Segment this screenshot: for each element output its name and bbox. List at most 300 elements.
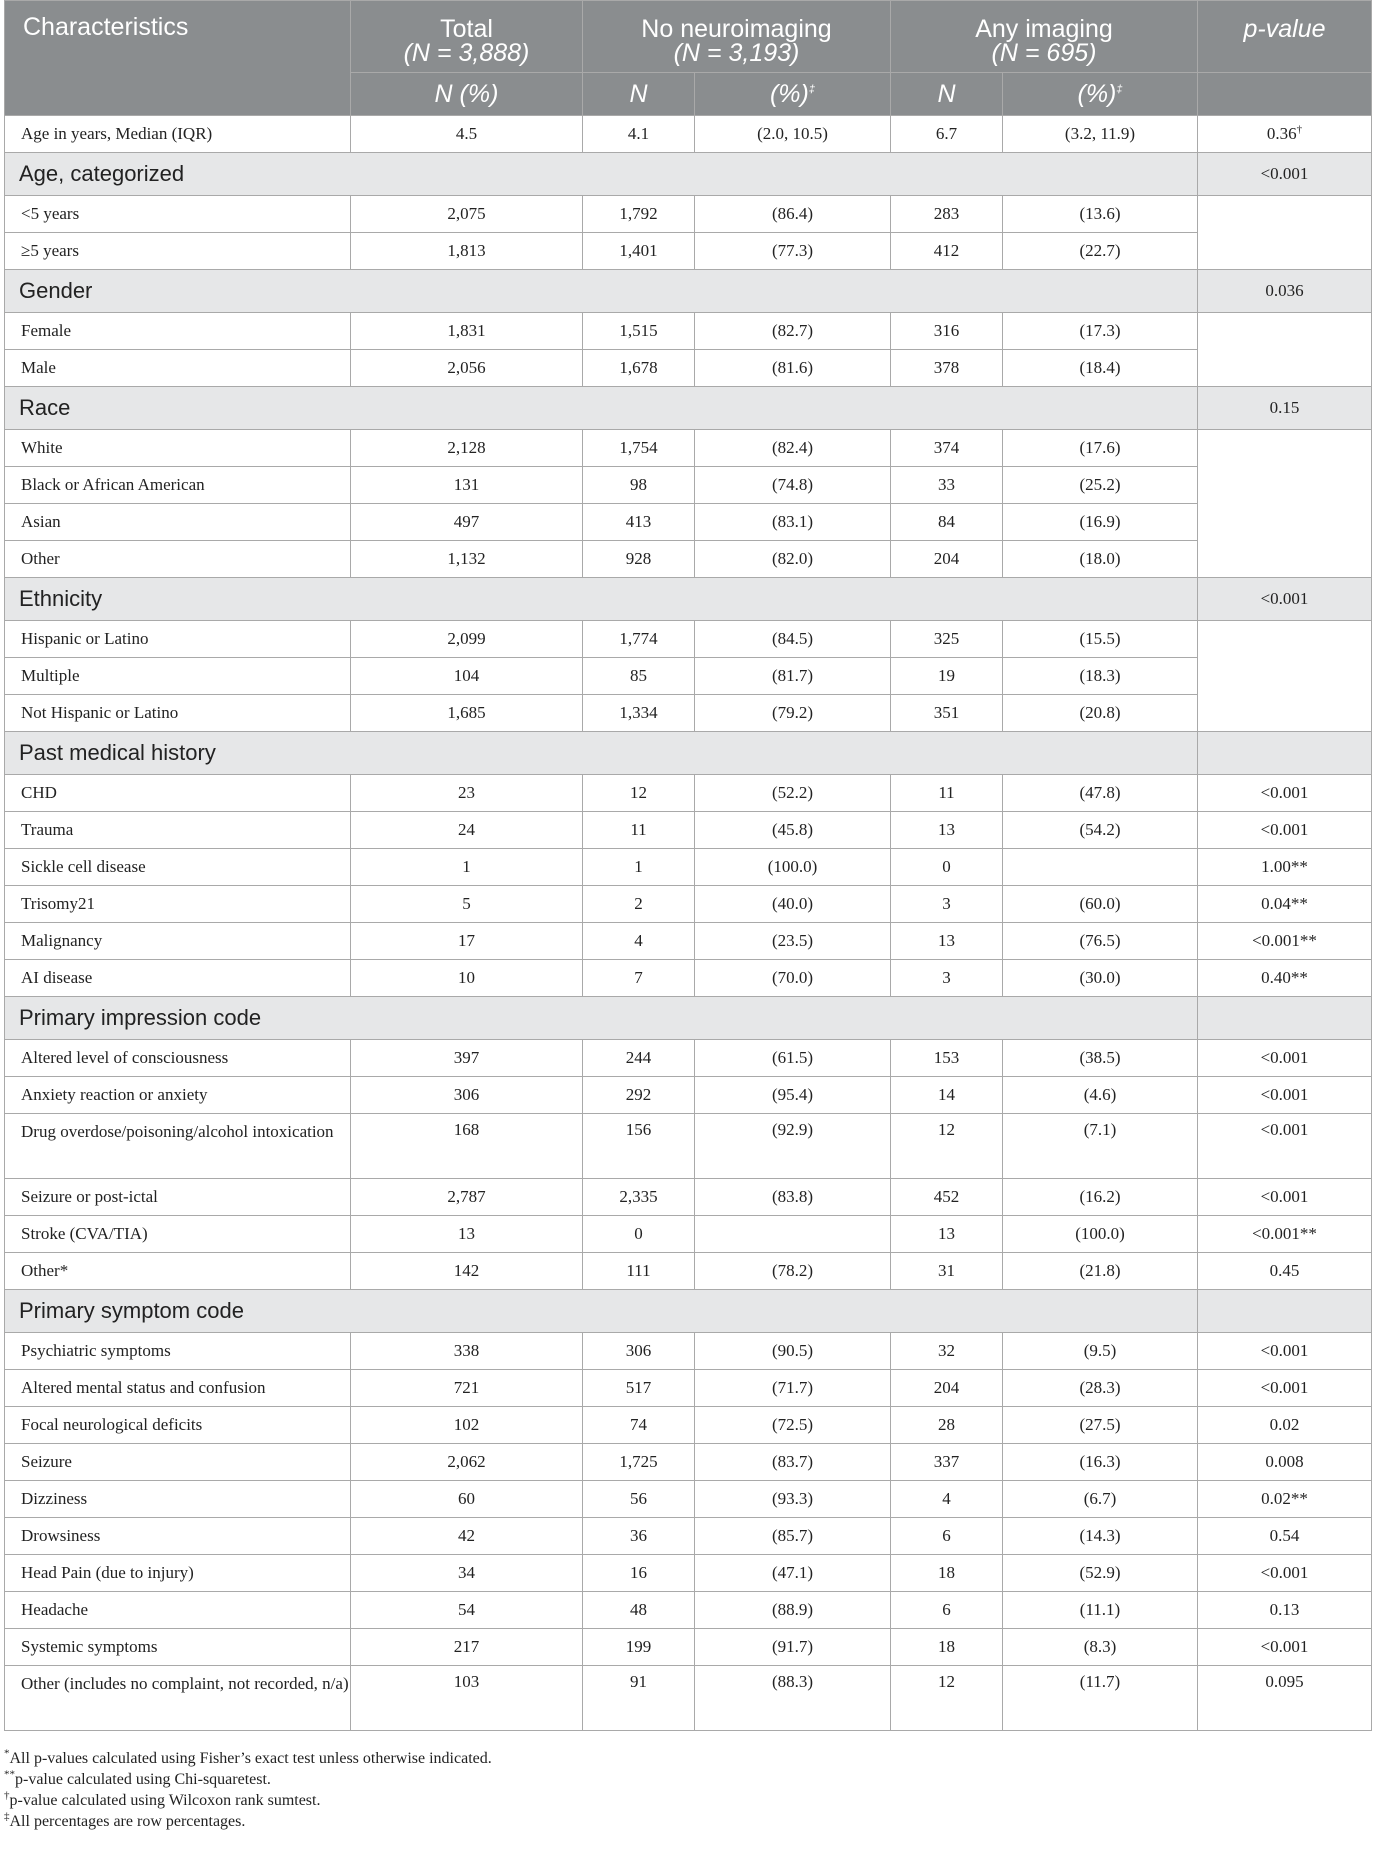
section-pvalue bbox=[1198, 1290, 1372, 1333]
header-no-neuroimaging bbox=[583, 1, 891, 73]
cell-label: Drug overdose/poisoning/alcohol intoxication bbox=[5, 1114, 351, 1179]
cell-total: 721 bbox=[351, 1370, 583, 1407]
cell-p2: (54.2) bbox=[1003, 812, 1198, 849]
footnote bbox=[4, 1748, 492, 1769]
cell-n1: 1,515 bbox=[583, 313, 695, 350]
cell-p2 bbox=[1003, 849, 1198, 886]
table-row bbox=[5, 812, 1372, 849]
table-row bbox=[5, 1114, 1372, 1179]
cell-n2: 19 bbox=[891, 658, 1003, 695]
cell-n2: 14 bbox=[891, 1077, 1003, 1114]
footnote-mark: † bbox=[4, 1789, 10, 1802]
header-no-neuroimaging-n: (N = 3,193) bbox=[673, 39, 800, 67]
table-row bbox=[5, 467, 1372, 504]
cell-total: 23 bbox=[351, 775, 583, 812]
cell-label: Asian bbox=[5, 504, 351, 541]
cell-n1: 85 bbox=[583, 658, 695, 695]
cell-total: 168 bbox=[351, 1114, 583, 1179]
table-row bbox=[5, 1333, 1372, 1370]
cell-pvalue: 0.095 bbox=[1198, 1666, 1372, 1731]
cell-label: Female bbox=[5, 313, 351, 350]
cell-n2: 351 bbox=[891, 695, 1003, 732]
cell-p2: (8.3) bbox=[1003, 1629, 1198, 1666]
table-row bbox=[5, 621, 1372, 658]
cell-n2: 18 bbox=[891, 1629, 1003, 1666]
cell-p1: (79.2) bbox=[695, 695, 891, 732]
cell-p2: (6.7) bbox=[1003, 1481, 1198, 1518]
section-title: Age, categorized bbox=[5, 153, 1198, 196]
cell-n2: 32 bbox=[891, 1333, 1003, 1370]
cell-n2: 3 bbox=[891, 960, 1003, 997]
section-title: Primary symptom code bbox=[5, 1290, 1198, 1333]
cell-n1: 91 bbox=[583, 1666, 695, 1731]
table-row bbox=[5, 504, 1372, 541]
cell-total: 2,787 bbox=[351, 1179, 583, 1216]
cell-label: Head Pain (due to injury) bbox=[5, 1555, 351, 1592]
cell-p2: (17.3) bbox=[1003, 313, 1198, 350]
cell-total: 338 bbox=[351, 1333, 583, 1370]
cell-p1: (85.7) bbox=[695, 1518, 891, 1555]
cell-total: 131 bbox=[351, 467, 583, 504]
cell-pvalue: <0.001 bbox=[1198, 1555, 1372, 1592]
cell-p1: (86.4) bbox=[695, 196, 891, 233]
cell-total: 497 bbox=[351, 504, 583, 541]
cell-pvalue: <0.001 bbox=[1198, 775, 1372, 812]
cell-pvalue-mark: † bbox=[1296, 123, 1303, 136]
cell-label: Other bbox=[5, 541, 351, 578]
cell-label: Other* bbox=[5, 1253, 351, 1290]
cell-p2: (4.6) bbox=[1003, 1077, 1198, 1114]
cell-total: 1,831 bbox=[351, 313, 583, 350]
cell-label: Seizure or post-ictal bbox=[5, 1179, 351, 1216]
header-sub-pct2-mark: ‡ bbox=[1116, 83, 1123, 96]
cell-p2: (76.5) bbox=[1003, 923, 1198, 960]
cell-total: 10 bbox=[351, 960, 583, 997]
section-header bbox=[5, 578, 1372, 621]
section-header bbox=[5, 997, 1372, 1040]
cell-label: ≥5 years bbox=[5, 233, 351, 270]
cell-p1: (83.8) bbox=[695, 1179, 891, 1216]
cell-n1: 1,754 bbox=[583, 430, 695, 467]
cell-n2: 28 bbox=[891, 1407, 1003, 1444]
cell-n2: 378 bbox=[891, 350, 1003, 387]
header-sub-pct1-mark: ‡ bbox=[808, 83, 815, 96]
cell-n2: 11 bbox=[891, 775, 1003, 812]
table-row bbox=[5, 695, 1372, 732]
table-row bbox=[5, 923, 1372, 960]
cell-n1: 1 bbox=[583, 849, 695, 886]
cell-total: 2,075 bbox=[351, 196, 583, 233]
cell-p2: (11.1) bbox=[1003, 1592, 1198, 1629]
cell-label: Altered mental status and confusion bbox=[5, 1370, 351, 1407]
cell-p2: (17.6) bbox=[1003, 430, 1198, 467]
cell-pvalue: <0.001 bbox=[1198, 812, 1372, 849]
cell-label: Systemic symptoms bbox=[5, 1629, 351, 1666]
table-row bbox=[5, 350, 1372, 387]
cell-p1: (72.5) bbox=[695, 1407, 891, 1444]
cell-n1: 1,774 bbox=[583, 621, 695, 658]
cell-pvalue: <0.001 bbox=[1198, 1040, 1372, 1077]
header-sub-pct1 bbox=[695, 73, 891, 116]
cell-total: 102 bbox=[351, 1407, 583, 1444]
table-row bbox=[5, 313, 1372, 350]
cell-n1: 7 bbox=[583, 960, 695, 997]
cell-n2: 374 bbox=[891, 430, 1003, 467]
cell-label: Male bbox=[5, 350, 351, 387]
table-row bbox=[5, 775, 1372, 812]
header-no-neuroimaging-label: No neuroimaging bbox=[641, 15, 832, 43]
cell-label: CHD bbox=[5, 775, 351, 812]
cell-p1: (93.3) bbox=[695, 1481, 891, 1518]
section-header bbox=[5, 270, 1372, 313]
cell-total: 2,099 bbox=[351, 621, 583, 658]
cell-n1: 56 bbox=[583, 1481, 695, 1518]
section-title: Ethnicity bbox=[5, 578, 1198, 621]
section-pvalue: 0.036 bbox=[1198, 270, 1372, 313]
table-row bbox=[5, 1253, 1372, 1290]
cell-n2: 6.7 bbox=[891, 116, 1003, 153]
cell-n2: 316 bbox=[891, 313, 1003, 350]
cell-label: Stroke (CVA/TIA) bbox=[5, 1216, 351, 1253]
cell-pvalue: <0.001 bbox=[1198, 1370, 1372, 1407]
header-characteristics bbox=[5, 1, 351, 116]
table-row bbox=[5, 1407, 1372, 1444]
cell-n2: 283 bbox=[891, 196, 1003, 233]
cell-n2: 0 bbox=[891, 849, 1003, 886]
cell-p1: (45.8) bbox=[695, 812, 891, 849]
cell-n2: 452 bbox=[891, 1179, 1003, 1216]
cell-p2: (15.5) bbox=[1003, 621, 1198, 658]
table-row bbox=[5, 1481, 1372, 1518]
cell-label: Drowsiness bbox=[5, 1518, 351, 1555]
footnote bbox=[4, 1790, 492, 1811]
cell-p1: (88.3) bbox=[695, 1666, 891, 1731]
cell-n1: 2,335 bbox=[583, 1179, 695, 1216]
cell-p2: (25.2) bbox=[1003, 467, 1198, 504]
cell-total: 217 bbox=[351, 1629, 583, 1666]
cell-p1: (52.2) bbox=[695, 775, 891, 812]
cell-n2: 153 bbox=[891, 1040, 1003, 1077]
section-header bbox=[5, 153, 1372, 196]
cell-p2: (60.0) bbox=[1003, 886, 1198, 923]
cell-p1: (83.1) bbox=[695, 504, 891, 541]
cell-label: Dizziness bbox=[5, 1481, 351, 1518]
cell-n2: 13 bbox=[891, 923, 1003, 960]
cell-p2: (21.8) bbox=[1003, 1253, 1198, 1290]
cell-p2: (52.9) bbox=[1003, 1555, 1198, 1592]
table-row bbox=[5, 1518, 1372, 1555]
cell-p1: (23.5) bbox=[695, 923, 891, 960]
cell-p2: (16.2) bbox=[1003, 1179, 1198, 1216]
cell-label: Multiple bbox=[5, 658, 351, 695]
cell-n1: 199 bbox=[583, 1629, 695, 1666]
cell-total: 13 bbox=[351, 1216, 583, 1253]
cell-n1: 98 bbox=[583, 467, 695, 504]
table-row-age-median bbox=[5, 116, 1372, 153]
section-title: Race bbox=[5, 387, 1198, 430]
cell-p2: (18.3) bbox=[1003, 658, 1198, 695]
cell-p2: (20.8) bbox=[1003, 695, 1198, 732]
header-any-imaging-label: Any imaging bbox=[975, 15, 1113, 43]
cell-p1: (82.0) bbox=[695, 541, 891, 578]
header-sub-pct2-label: (%) bbox=[1077, 80, 1117, 108]
cell-n1: 156 bbox=[583, 1114, 695, 1179]
cell-label: Sickle cell disease bbox=[5, 849, 351, 886]
cell-n1: 0 bbox=[583, 1216, 695, 1253]
cell-label: Anxiety reaction or anxiety bbox=[5, 1077, 351, 1114]
footnote-text: All percentages are row percentages. bbox=[9, 1813, 246, 1830]
table-row bbox=[5, 1629, 1372, 1666]
cell-p1: (40.0) bbox=[695, 886, 891, 923]
cell-total: 4.5 bbox=[351, 116, 583, 153]
section-header bbox=[5, 1290, 1372, 1333]
cell-label: Other (includes no complaint, not recorded, n/a) bbox=[5, 1666, 351, 1731]
cell-p1: (81.6) bbox=[695, 350, 891, 387]
cell-n2: 6 bbox=[891, 1518, 1003, 1555]
cell-p1: (2.0, 10.5) bbox=[695, 116, 891, 153]
cell-n1: 74 bbox=[583, 1407, 695, 1444]
header-total-n: (N = 3,888) bbox=[403, 39, 530, 67]
cell-total: 397 bbox=[351, 1040, 583, 1077]
cell-total: 24 bbox=[351, 812, 583, 849]
cell-n1: 244 bbox=[583, 1040, 695, 1077]
cell-p2: (13.6) bbox=[1003, 196, 1198, 233]
cell-p2: (3.2, 11.9) bbox=[1003, 116, 1198, 153]
cell-p2: (9.5) bbox=[1003, 1333, 1198, 1370]
cell-n1: 111 bbox=[583, 1253, 695, 1290]
cell-p2: (28.3) bbox=[1003, 1370, 1198, 1407]
cell-pvalue: 0.54 bbox=[1198, 1518, 1372, 1555]
header-sub-n2: N bbox=[891, 73, 1003, 116]
cell-p2: (47.8) bbox=[1003, 775, 1198, 812]
table-row bbox=[5, 1179, 1372, 1216]
cell-n1: 12 bbox=[583, 775, 695, 812]
cell-label: Black or African American bbox=[5, 467, 351, 504]
table-row bbox=[5, 1555, 1372, 1592]
cell-p2: (22.7) bbox=[1003, 233, 1198, 270]
cell-n2: 13 bbox=[891, 812, 1003, 849]
section-pvalue bbox=[1198, 997, 1372, 1040]
cell-total: 306 bbox=[351, 1077, 583, 1114]
cell-p1: (95.4) bbox=[695, 1077, 891, 1114]
cell-pvalue-blank bbox=[1198, 621, 1372, 732]
cell-pvalue: 0.13 bbox=[1198, 1592, 1372, 1629]
table-row bbox=[5, 1216, 1372, 1253]
section-pvalue: <0.001 bbox=[1198, 578, 1372, 621]
cell-p1: (82.4) bbox=[695, 430, 891, 467]
cell-p1: (71.7) bbox=[695, 1370, 891, 1407]
header-sub-n1: N bbox=[583, 73, 695, 116]
cell-total: 17 bbox=[351, 923, 583, 960]
cell-label: AI disease bbox=[5, 960, 351, 997]
header-sub-total: N (%) bbox=[351, 73, 583, 116]
cell-p1: (81.7) bbox=[695, 658, 891, 695]
footnote bbox=[4, 1811, 492, 1832]
footnote-text: p-value calculated using Wilcoxon rank sumtest. bbox=[9, 1792, 321, 1809]
section-title: Gender bbox=[5, 270, 1198, 313]
header-p-value-label: p-value bbox=[1243, 15, 1326, 43]
header-total-label: Total bbox=[440, 15, 493, 43]
footnote bbox=[4, 1769, 492, 1790]
cell-n2: 33 bbox=[891, 467, 1003, 504]
cell-p2: (27.5) bbox=[1003, 1407, 1198, 1444]
cell-n2: 325 bbox=[891, 621, 1003, 658]
cell-total: 1 bbox=[351, 849, 583, 886]
cell-n1: 306 bbox=[583, 1333, 695, 1370]
cell-label: Trauma bbox=[5, 812, 351, 849]
cell-p2: (38.5) bbox=[1003, 1040, 1198, 1077]
cell-n1: 11 bbox=[583, 812, 695, 849]
table-row bbox=[5, 196, 1372, 233]
cell-n1: 928 bbox=[583, 541, 695, 578]
cell-p1: (70.0) bbox=[695, 960, 891, 997]
cell-total: 60 bbox=[351, 1481, 583, 1518]
cell-n2: 3 bbox=[891, 886, 1003, 923]
table-row bbox=[5, 849, 1372, 886]
cell-p1: (77.3) bbox=[695, 233, 891, 270]
cell-total: 142 bbox=[351, 1253, 583, 1290]
footnote-text: p-value calculated using Chi-squaretest. bbox=[15, 1771, 271, 1788]
section-pvalue: 0.15 bbox=[1198, 387, 1372, 430]
cell-pvalue: 0.02** bbox=[1198, 1481, 1372, 1518]
cell-p1: (91.7) bbox=[695, 1629, 891, 1666]
cell-p1: (78.2) bbox=[695, 1253, 891, 1290]
table-row bbox=[5, 1040, 1372, 1077]
header-characteristics-label: Characteristics bbox=[23, 13, 189, 41]
cell-pvalue: 0.008 bbox=[1198, 1444, 1372, 1481]
cell-pvalue: <0.001 bbox=[1198, 1114, 1372, 1179]
section-header bbox=[5, 387, 1372, 430]
cell-n1: 1,725 bbox=[583, 1444, 695, 1481]
cell-n1: 517 bbox=[583, 1370, 695, 1407]
cell-pvalue: 0.45 bbox=[1198, 1253, 1372, 1290]
cell-total: 104 bbox=[351, 658, 583, 695]
cell-pvalue-blank bbox=[1198, 196, 1372, 270]
cell-n2: 12 bbox=[891, 1114, 1003, 1179]
cell-label: Age in years, Median (IQR) bbox=[5, 116, 351, 153]
cell-pvalue: <0.001** bbox=[1198, 923, 1372, 960]
cell-p1: (74.8) bbox=[695, 467, 891, 504]
cell-pvalue: <0.001 bbox=[1198, 1333, 1372, 1370]
footnote-text: All p-values calculated using Fisher’s exact test unless otherwise indicated. bbox=[9, 1750, 492, 1767]
cell-n2: 13 bbox=[891, 1216, 1003, 1253]
cell-n2: 337 bbox=[891, 1444, 1003, 1481]
cell-total: 42 bbox=[351, 1518, 583, 1555]
section-title: Past medical history bbox=[5, 732, 1198, 775]
cell-pvalue: <0.001 bbox=[1198, 1179, 1372, 1216]
section-pvalue bbox=[1198, 732, 1372, 775]
cell-n1: 1,334 bbox=[583, 695, 695, 732]
cell-label: Not Hispanic or Latino bbox=[5, 695, 351, 732]
cell-n2: 6 bbox=[891, 1592, 1003, 1629]
cell-p2: (100.0) bbox=[1003, 1216, 1198, 1253]
cell-p1: (83.7) bbox=[695, 1444, 891, 1481]
header-any-imaging bbox=[891, 1, 1198, 73]
cell-n1: 413 bbox=[583, 504, 695, 541]
cell-p2: (18.4) bbox=[1003, 350, 1198, 387]
cell-n1: 2 bbox=[583, 886, 695, 923]
cell-p2: (30.0) bbox=[1003, 960, 1198, 997]
cell-total: 1,813 bbox=[351, 233, 583, 270]
cell-p1: (90.5) bbox=[695, 1333, 891, 1370]
cell-n2: 412 bbox=[891, 233, 1003, 270]
cell-n2: 204 bbox=[891, 1370, 1003, 1407]
section-header bbox=[5, 732, 1372, 775]
cell-pvalue: <0.001 bbox=[1198, 1077, 1372, 1114]
footnote-mark: ** bbox=[4, 1768, 15, 1781]
cell-p1: (92.9) bbox=[695, 1114, 891, 1179]
table-row bbox=[5, 658, 1372, 695]
cell-n1: 36 bbox=[583, 1518, 695, 1555]
header-p-value bbox=[1198, 1, 1372, 73]
cell-total: 103 bbox=[351, 1666, 583, 1731]
cell-p2: (14.3) bbox=[1003, 1518, 1198, 1555]
table-row bbox=[5, 1592, 1372, 1629]
cell-p1: (47.1) bbox=[695, 1555, 891, 1592]
cell-n2: 84 bbox=[891, 504, 1003, 541]
cell-total: 1,685 bbox=[351, 695, 583, 732]
table-row bbox=[5, 430, 1372, 467]
header-total bbox=[351, 1, 583, 73]
cell-label: Altered level of consciousness bbox=[5, 1040, 351, 1077]
cell-n2: 18 bbox=[891, 1555, 1003, 1592]
header-sub-pct1-label: (%) bbox=[769, 80, 809, 108]
cell-pvalue-blank bbox=[1198, 430, 1372, 578]
cell-p1: (100.0) bbox=[695, 849, 891, 886]
cell-n2: 12 bbox=[891, 1666, 1003, 1731]
cell-total: 2,128 bbox=[351, 430, 583, 467]
cell-pvalue-text: 0.36 bbox=[1266, 124, 1297, 143]
footnote-mark: ‡ bbox=[4, 1810, 10, 1823]
table-row bbox=[5, 541, 1372, 578]
header-sub-blank bbox=[1198, 73, 1372, 116]
cell-label: White bbox=[5, 430, 351, 467]
cell-total: 54 bbox=[351, 1592, 583, 1629]
cell-pvalue: 1.00** bbox=[1198, 849, 1372, 886]
table-container bbox=[4, 0, 1371, 1731]
cell-n2: 4 bbox=[891, 1481, 1003, 1518]
table-row bbox=[5, 1077, 1372, 1114]
cell-pvalue: <0.001** bbox=[1198, 1216, 1372, 1253]
cell-total: 2,056 bbox=[351, 350, 583, 387]
cell-pvalue: <0.001 bbox=[1198, 1629, 1372, 1666]
footnote-mark: * bbox=[4, 1747, 10, 1760]
characteristics-table bbox=[4, 0, 1372, 1731]
cell-p1 bbox=[695, 1216, 891, 1253]
cell-pvalue-blank bbox=[1198, 313, 1372, 387]
cell-pvalue: 0.02 bbox=[1198, 1407, 1372, 1444]
cell-total: 34 bbox=[351, 1555, 583, 1592]
cell-pvalue: 0.04** bbox=[1198, 886, 1372, 923]
cell-n1: 4 bbox=[583, 923, 695, 960]
cell-total: 5 bbox=[351, 886, 583, 923]
cell-p1: (61.5) bbox=[695, 1040, 891, 1077]
table-row bbox=[5, 886, 1372, 923]
cell-label: Malignancy bbox=[5, 923, 351, 960]
cell-n2: 204 bbox=[891, 541, 1003, 578]
table-row bbox=[5, 960, 1372, 997]
cell-n1: 292 bbox=[583, 1077, 695, 1114]
cell-p2: (16.3) bbox=[1003, 1444, 1198, 1481]
cell-pvalue: 0.40** bbox=[1198, 960, 1372, 997]
cell-n1: 4.1 bbox=[583, 116, 695, 153]
cell-total: 2,062 bbox=[351, 1444, 583, 1481]
cell-p1: (84.5) bbox=[695, 621, 891, 658]
table-row bbox=[5, 1666, 1372, 1731]
cell-label: Psychiatric symptoms bbox=[5, 1333, 351, 1370]
cell-n1: 1,401 bbox=[583, 233, 695, 270]
cell-p2: (18.0) bbox=[1003, 541, 1198, 578]
